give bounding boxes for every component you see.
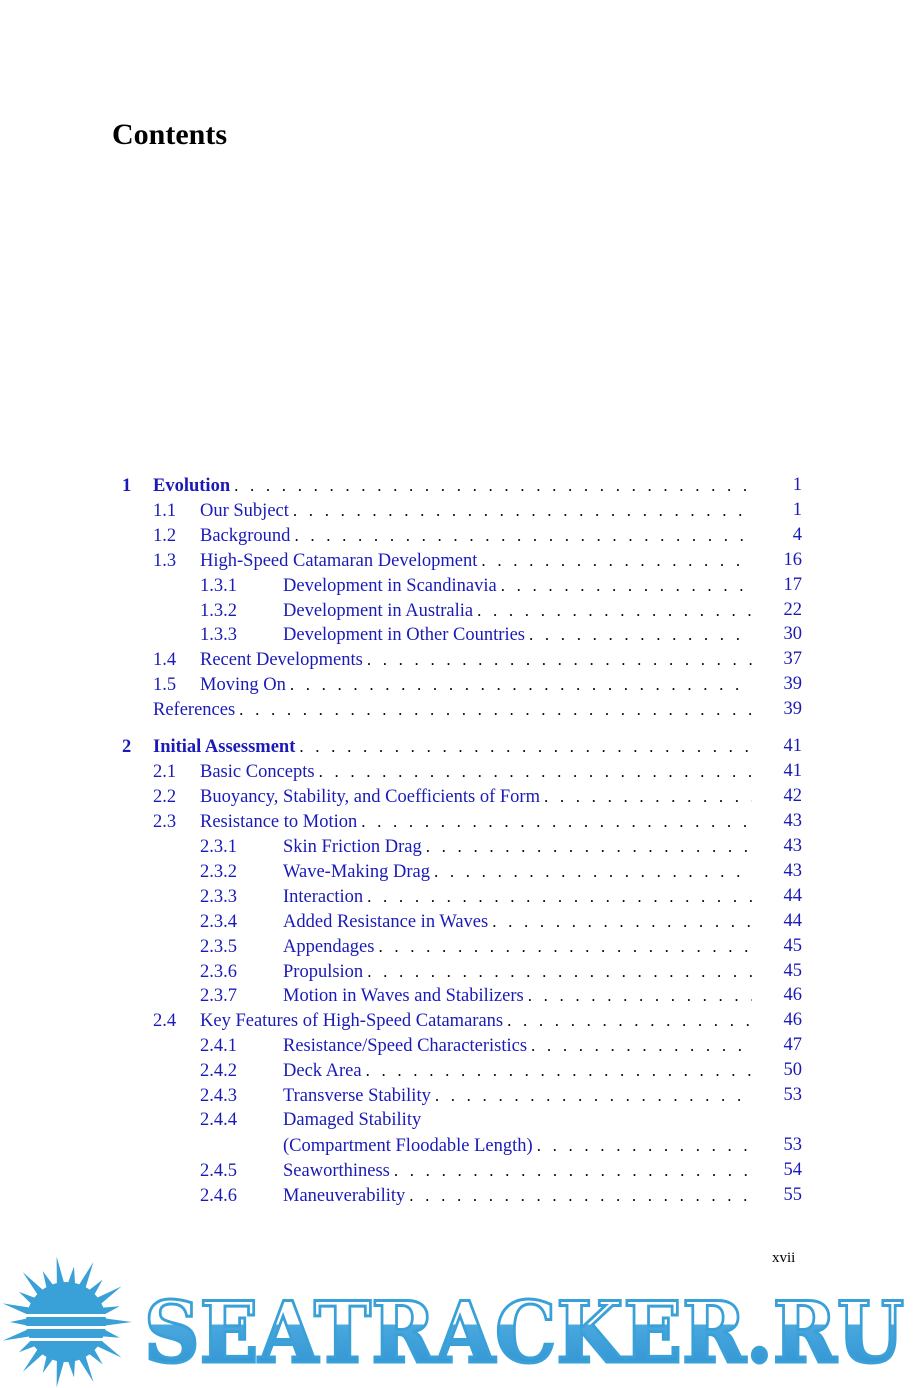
toc-entry[interactable]	[122, 734, 752, 759]
toc-page-number[interactable]: 53	[783, 1085, 802, 1105]
toc-entry[interactable]	[153, 647, 752, 672]
toc-title-link[interactable]: Propulsion	[283, 962, 364, 982]
sun-icon	[3, 1257, 132, 1388]
toc-page-number[interactable]: 1	[792, 475, 802, 495]
toc-number: 2.2	[153, 787, 177, 807]
toc-entry[interactable]	[153, 672, 752, 697]
toc-title-link[interactable]: (Compartment Floodable Length)	[283, 1136, 533, 1156]
toc-number: 1.3	[153, 551, 177, 571]
toc-leader-dots	[477, 598, 752, 623]
toc-leader-dots	[481, 548, 752, 573]
toc-entry[interactable]	[153, 523, 752, 548]
toc-title-link[interactable]: Resistance to Motion	[200, 812, 358, 832]
toc-page-number[interactable]: 16	[783, 550, 802, 570]
toc-number: 1.5	[153, 675, 177, 695]
toc-page-number[interactable]: 55	[783, 1185, 802, 1205]
toc-page-number[interactable]: 54	[783, 1160, 802, 1180]
toc-entry[interactable]	[200, 859, 752, 884]
toc-title-link[interactable]: References	[153, 700, 236, 720]
toc-leader-dots	[531, 1033, 752, 1058]
toc-title-link[interactable]: Skin Friction Drag	[283, 837, 422, 857]
toc-leader-dots	[366, 1058, 752, 1083]
page-folio: xvii	[772, 1250, 796, 1266]
toc-title-link[interactable]: Development in Other Countries	[283, 625, 525, 645]
toc-page-number[interactable]: 44	[783, 911, 802, 931]
toc-title-link[interactable]: Wave-Making Drag	[283, 862, 430, 882]
toc-leader-dots	[367, 647, 752, 672]
toc-entry[interactable]	[153, 548, 752, 573]
sun-ray	[57, 1257, 65, 1285]
toc-number: 2.1	[153, 762, 177, 782]
toc-number: 2	[122, 737, 132, 757]
toc-number: 2.4.3	[200, 1086, 237, 1106]
toc-leader-dots	[544, 784, 752, 809]
toc-leader-dots	[234, 473, 752, 498]
toc-leader-dots	[501, 573, 752, 598]
toc-title-link[interactable]: Motion in Waves and Stabilizers	[283, 986, 524, 1006]
toc-entry[interactable]	[200, 573, 752, 598]
toc-page-number[interactable]: 43	[783, 861, 802, 881]
toc-page-number[interactable]: 45	[783, 936, 802, 956]
sun-ray	[3, 1303, 31, 1315]
toc-number: 2.4.2	[200, 1061, 237, 1081]
toc-number: 1.2	[153, 526, 177, 546]
toc-number: 1	[122, 476, 132, 496]
toc-leader-dots	[507, 1008, 752, 1033]
toc-leader-dots	[529, 622, 752, 647]
toc-number: 1.4	[153, 650, 177, 670]
toc-leader-dots	[434, 859, 752, 884]
toc-leader-dots	[367, 959, 752, 984]
toc-entry[interactable]	[122, 473, 752, 498]
sun-ray	[10, 1318, 28, 1326]
toc-entry[interactable]	[200, 622, 752, 647]
toc-number: 2.3.4	[200, 912, 237, 932]
toc-entry[interactable]	[200, 959, 752, 984]
toc-title-link[interactable]: Development in Australia	[283, 601, 474, 621]
toc-leader-dots	[294, 523, 752, 548]
toc-title-link[interactable]: High-Speed Catamaran Development	[200, 551, 478, 571]
watermark-text: SEATRACKER.RU	[144, 1283, 904, 1382]
toc-title-link[interactable]: Added Resistance in Waves	[283, 912, 489, 932]
toc-entry[interactable]	[200, 598, 752, 623]
toc-title-link[interactable]: Appendages	[283, 937, 375, 957]
toc-number: 2.3.1	[200, 837, 237, 857]
toc-entry[interactable]	[200, 1058, 752, 1083]
toc-entry[interactable]	[153, 784, 752, 809]
toc-title-link[interactable]: Initial Assessment	[153, 737, 296, 757]
toc-entry[interactable]	[153, 1008, 752, 1033]
toc-leader-dots	[528, 983, 752, 1008]
toc-title-link[interactable]: Interaction	[283, 887, 364, 907]
toc-page-number[interactable]: 41	[783, 736, 802, 756]
toc-page-number[interactable]: 43	[783, 811, 802, 831]
toc-number: 2.3.7	[200, 986, 237, 1006]
toc-page-number[interactable]: 50	[783, 1060, 802, 1080]
toc-leader-dots	[293, 498, 752, 523]
toc-page-number[interactable]: 37	[783, 649, 802, 669]
toc-entry[interactable]	[283, 1133, 752, 1158]
toc-page-number[interactable]: 1	[792, 500, 802, 520]
toc-title-link[interactable]: Resistance/Speed Characteristics	[283, 1036, 528, 1056]
toc-page-number[interactable]: 22	[783, 600, 802, 620]
toc-title-link[interactable]: Moving On	[200, 675, 286, 695]
toc-page-number[interactable]: 53	[783, 1135, 802, 1155]
toc-title-link[interactable]: Seaworthiness	[283, 1161, 390, 1181]
toc-entry[interactable]	[200, 983, 752, 1008]
toc-entry[interactable]	[153, 809, 752, 834]
toc-entry[interactable]	[200, 1158, 752, 1183]
toc-entry[interactable]	[200, 884, 752, 909]
toc-leader-dots	[361, 809, 752, 834]
toc-page-number[interactable]: 42	[783, 786, 802, 806]
toc-title-link[interactable]: Basic Concepts	[200, 762, 315, 782]
toc-number: 2.4.5	[200, 1161, 237, 1181]
toc-page-number[interactable]: 46	[783, 985, 802, 1005]
toc-page-number[interactable]: 17	[783, 575, 802, 595]
toc-entry[interactable]	[200, 1108, 752, 1133]
toc-number: 2.4.4	[200, 1110, 237, 1130]
toc-number: 1.3.2	[200, 601, 237, 621]
toc-number: 1.3.1	[200, 576, 237, 596]
toc-title-link[interactable]: Evolution	[153, 476, 231, 496]
toc-title-link[interactable]: Transverse Stability	[283, 1086, 431, 1106]
toc-page-number[interactable]: 46	[783, 1010, 802, 1030]
toc-number: 2.3.6	[200, 962, 237, 982]
toc-page-number[interactable]: 47	[783, 1035, 802, 1055]
toc-title-link[interactable]: Key Features of High-Speed Catamarans	[200, 1011, 504, 1031]
toc-number: 2.3	[153, 812, 177, 832]
toc-page-number[interactable]: 44	[783, 886, 802, 906]
toc-entry[interactable]	[153, 759, 752, 784]
toc-page-number[interactable]: 45	[783, 961, 802, 981]
toc-leader-dots	[492, 909, 752, 934]
toc-leader-dots	[426, 834, 752, 859]
watermark-logo	[0, 1252, 915, 1388]
toc-entry[interactable]	[200, 834, 752, 859]
toc-number: 2.3.2	[200, 862, 237, 882]
toc-number: 2.3.3	[200, 887, 237, 907]
toc-title-link[interactable]: Buoyancy, Stability, and Coefficients of Form	[200, 787, 540, 807]
toc-title-link[interactable]: Development in Scandinavia	[283, 576, 497, 596]
toc-title-link[interactable]: Damaged Stability	[283, 1110, 422, 1130]
sun-ray	[104, 1318, 132, 1326]
toc-number: 2.4.1	[200, 1036, 237, 1056]
toc-entry[interactable]	[200, 1083, 752, 1108]
toc-leader-dots	[239, 697, 752, 722]
toc-entry[interactable]	[200, 934, 752, 959]
toc-page-number[interactable]: 41	[783, 761, 802, 781]
toc-leader-dots	[319, 759, 752, 784]
toc-entry[interactable]	[200, 1033, 752, 1058]
toc-leader-dots	[409, 1183, 752, 1208]
sun-ray	[57, 1359, 65, 1387]
toc-page-number[interactable]: 4	[792, 525, 802, 545]
toc-number: 2.4.6	[200, 1186, 237, 1206]
page-title: Contents	[112, 118, 228, 151]
toc-entry[interactable]	[200, 909, 752, 934]
toc-title-link[interactable]: Maneuverability	[283, 1186, 406, 1206]
toc-leader-dots	[435, 1083, 752, 1108]
toc-leader-dots	[394, 1158, 752, 1183]
toc-title-link[interactable]: Our Subject	[200, 501, 289, 521]
toc-leader-dots	[367, 884, 752, 909]
toc-number: 2.4	[153, 1011, 177, 1031]
toc-entry[interactable]	[153, 697, 752, 722]
toc-page-number[interactable]: 39	[783, 699, 802, 719]
toc-leader-dots	[290, 672, 752, 697]
toc-title-link[interactable]: Deck Area	[283, 1061, 362, 1081]
toc-entry[interactable]	[200, 1183, 752, 1208]
toc-leader-dots	[378, 934, 752, 959]
toc-page-number[interactable]: 39	[783, 674, 802, 694]
toc-leader-dots	[537, 1133, 752, 1158]
toc-entry[interactable]	[153, 498, 752, 523]
toc-number: 1.1	[153, 501, 177, 521]
toc-title-link[interactable]: Recent Developments	[200, 650, 363, 670]
toc-leader-dots	[299, 734, 752, 759]
toc-number: 2.3.5	[200, 937, 237, 957]
toc-title-link[interactable]: Background	[200, 526, 291, 546]
toc-page-number[interactable]: 43	[783, 836, 802, 856]
toc-page-number[interactable]: 30	[783, 624, 802, 644]
toc-number: 1.3.3	[200, 625, 237, 645]
